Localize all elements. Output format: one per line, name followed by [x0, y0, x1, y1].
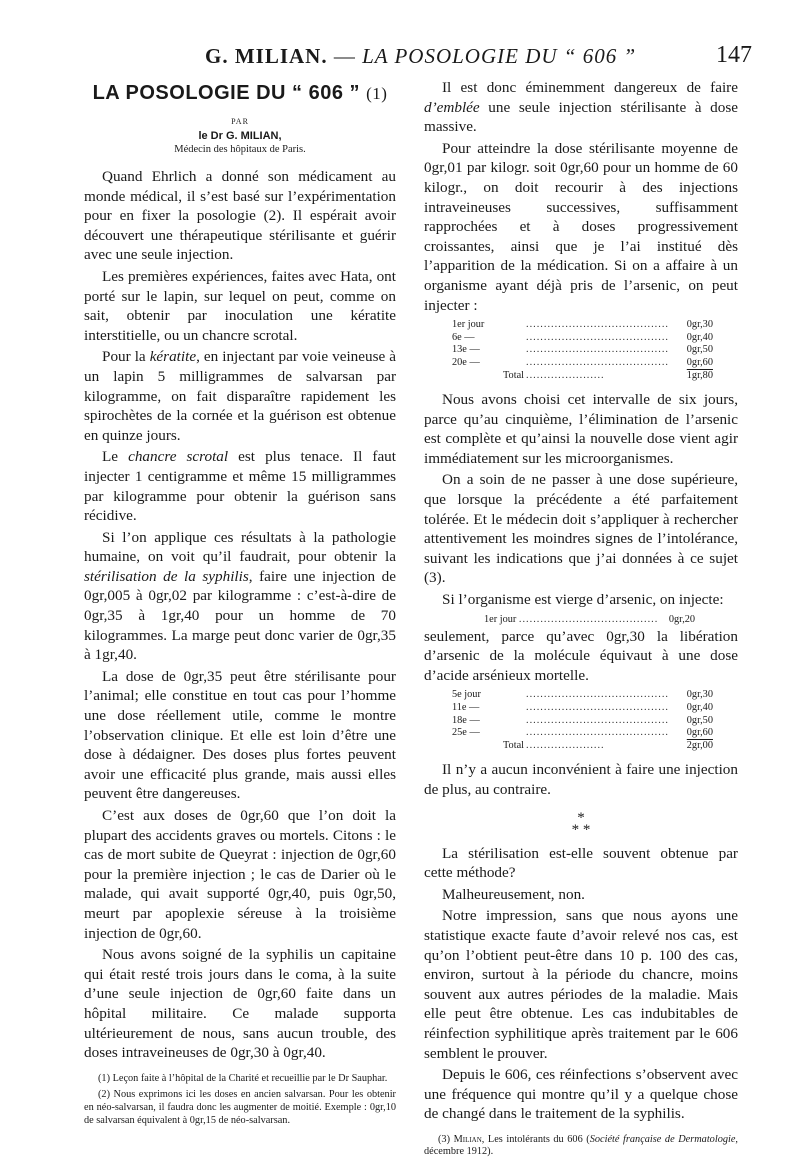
- dose-amount: 0gr,60: [686, 356, 713, 368]
- dot-leader: ........................................: [526, 714, 669, 726]
- dose-day: 11e —: [452, 702, 480, 713]
- dose-amount: 0gr,50: [686, 714, 713, 726]
- table-total-row: [452, 740, 713, 753]
- emphasis: kératite: [149, 348, 197, 366]
- dot-leader: ........................................: [526, 344, 669, 356]
- table-row: [452, 344, 713, 357]
- right-column: [424, 78, 738, 1163]
- footnote-author: (3) Milian,: [438, 1133, 485, 1145]
- dose-amount: 0gr,40: [686, 702, 713, 713]
- dose-table-arsenic-naive: [452, 689, 713, 752]
- paragraph: [84, 347, 396, 445]
- single-dose-line: [484, 614, 738, 625]
- dose-amount: 0gr,50: [686, 344, 713, 356]
- paragraph: Nous avons soigné de la syphilis un capitaine qui était resté trois jours dans le coma, à la suite d’une seule injection de 0gr,60 faite dans un hôpital militaire. Ce malade supporta ultérieurement de nous, sans aucun trouble, des doses intraveineuses de 0gr,30 à 0gr,40.: [84, 946, 396, 1062]
- footnote-3: [424, 1134, 738, 1159]
- dot-leader: ......................: [526, 369, 605, 381]
- footnote-2: (2) Nous exprimons ici les doses en ancien salvarsan. Pour les obtenir en néo-salvarsan, il faudra donc les augmenter de moitié. Exemple : 0gr,10 de salvarsan équivalent à 0gr,15 de néo-salvarsan.: [84, 1089, 396, 1126]
- dot-leader: ........................................: [526, 356, 669, 368]
- dot-leader: .......................................: [518, 613, 659, 625]
- running-head-title: LA POSOLOGIE DU “ 606 ”: [362, 44, 637, 68]
- dose-amount: 0gr,30: [686, 689, 713, 701]
- paragraph: [84, 528, 396, 665]
- dose-table-arsenic-treated: [452, 319, 713, 382]
- emphasis: chancre scrotal: [128, 448, 229, 466]
- dose-amount: 0gr,30: [686, 319, 713, 331]
- dose-day: 20e —: [452, 356, 480, 368]
- emphasis: stérilisation de la syphilis: [84, 567, 249, 585]
- text-run: Le: [102, 448, 129, 466]
- dot-leader: ........................................: [526, 319, 669, 331]
- dose-day: 18e —: [452, 714, 480, 726]
- running-head: [0, 44, 800, 70]
- table-row: [452, 727, 713, 740]
- paragraph: La dose de 0gr,35 peut être stérilisante pour l’animal; elle constitue en tout cas pour l’homme une dose réellement utile, comme le montre l’observation clinique. Et elle est loin d’être une dose à dédaigner. Des doses plus fortes peuvent avoir une efficacité plus grande, mais aussi elles peuvent être dangereuses.: [84, 667, 396, 803]
- paragraph: Les premières expériences, faites avec Hata, ont porté sur le lapin, sur lequel on peut, comme on sait, obtenir par inoculation une kératite interstitielle, ou un chancre scrotal.: [84, 267, 396, 344]
- footnote-1: (1) Leçon faite à l’hôpital de la Charité et recueillie par le Dr Sauphar.: [98, 1072, 388, 1084]
- paragraph: [424, 78, 738, 137]
- paragraph: Il n’y a aucun inconvénient à faire une injection de plus, au contraire.: [424, 761, 738, 798]
- byline-author: le Dr G. MILIAN,: [198, 130, 282, 142]
- text-run: , décembre 1912).: [424, 1133, 738, 1158]
- table-row: [452, 689, 713, 702]
- text-run: , faire une injection de 0gr,005 à 0gr,02 par kilogramme : c’est-à-dire de 0gr,35 à 1gr,40 pour un homme de 70 kilogrammes. La marge peut donc varier de 0gr,35 à 1gr,40.: [84, 567, 396, 664]
- dot-leader: ........................................: [526, 702, 669, 713]
- table-row: [452, 332, 713, 345]
- dose-day: 13e —: [452, 344, 480, 356]
- table-row: [452, 357, 713, 370]
- page-number: 147: [716, 42, 752, 68]
- dot-leader: ........................................: [526, 689, 669, 701]
- asterism-top: *: [577, 809, 585, 826]
- text-run: , en injectant par voie veineuse à un lapin 5 milligrammes de salvarsan par kilogramme, on fait disparaître rapidement les spirochètes de la cornée et la guérison est obtenue en quinze jours.: [84, 348, 396, 444]
- dose-day: 1er jour: [484, 613, 517, 625]
- paragraph: Depuis le 606, ces réinfections s’observent avec une fréquence qui montre qu’il y a quelque chose de changé dans le traitement de la syphilis.: [424, 1066, 738, 1123]
- paragraph: Pour atteindre la dose stérilisante moyenne de 0gr,01 par kilogr. soit 0gr,60 pour un homme de 60 kilogr., on doit recourir à des injections intraveineuses successives, suffisamment rapprochées et à doses progressivement croissantes, ainsi que je l’ai institué dès l’apparition de la médication. Si on a affaire à un organisme ayant déjà pris de l’arsenic, on peut injecter :: [424, 139, 738, 314]
- dose-day: 25e —: [452, 727, 480, 739]
- paragraph: On a soin de ne passer à une dose supérieure, que lorsque la précédente a été parfaitement tolérée. Et le médecin doit s’appliquer à rechercher attentivement les moindres signes de l’intolérance, suivant les indications que j’ai données à ce sujet (3).: [424, 471, 738, 587]
- text-run: est plus tenace. Il faut injecter 1 centigramme et même 15 milligrammes par kilogramme pour obtenir la guérison sans récidive.: [84, 448, 396, 525]
- paragraph: [84, 447, 396, 525]
- title-footnote-ref: (1): [366, 84, 388, 103]
- table-row: [452, 715, 713, 728]
- paragraph: Quand Ehrlich a donné son médicament au monde médical, il s’est basé sur l’expérimentation pour en fixer la posologie (2). Il espérait avoir découvert une thérapeutique stérilisante et guérir avec une seule injection.: [84, 168, 396, 264]
- total-amount: 1gr,80: [686, 369, 713, 381]
- dose-day: 1er jour: [452, 319, 485, 331]
- paragraph: seulement, parce qu’avec 0gr,30 la libération d’arsenic de la molécule équivaut à une dose d’acide arsénieux mortelle.: [424, 627, 738, 684]
- paragraph: Si l’organisme est vierge d’arsenic, on injecte:: [442, 591, 724, 609]
- article-title: [84, 82, 396, 105]
- dose-amount: 0gr,20: [668, 613, 696, 625]
- article-title-text: LA POSOLOGIE DU “ 606 ”: [92, 82, 361, 104]
- dose-amount: 0gr,40: [686, 331, 713, 343]
- dot-leader: ......................: [526, 739, 605, 751]
- section-separator-asterism: [424, 809, 738, 838]
- dot-leader: ........................................: [526, 331, 669, 343]
- emphasis: d’emblée: [424, 98, 480, 116]
- text-run: Les intolérants du 606 (: [484, 1133, 590, 1145]
- paragraph: La stérilisation est-elle souvent obtenue par cette méthode?: [424, 844, 738, 882]
- footnotes: [84, 1073, 396, 1127]
- footnotes: [424, 1134, 738, 1159]
- paragraph: C’est aux doses de 0gr,60 que l’on doit la plupart des accidents graves ou mortels. Citons : le cas de mort subite de Queyrat : injection de 0gr,60 pour la première injection ; le cas de Darier où le malade, qui avait supporté 0gr,40, puis 0gr,50, meurt par apoplexie séreuse à la troisième injection de 0gr,60.: [84, 807, 396, 942]
- total-amount: 2gr,00: [686, 739, 713, 751]
- paragraph: Nous avons choisi cet intervalle de six jours, parce qu’au cinquième, l’élimination de l’arsenic est complète et qu’ainsi la nouvelle dose vient agir immédiatement sur les microorganismes.: [424, 391, 738, 467]
- asterism-bottom: * *: [571, 821, 591, 838]
- paragraph: Notre impression, sans que nous ayons une statistique exacte faute d’avoir relevé nos cas, est qu’on l’obtient peut-être dans 10 p. 100 des cas, environ, surtout à la période du chancre, moins souvent aux autres périodes de la maladie. Mais elle peut être obtenue. Les cas indubitables de réinfection syphilitique après traitement par le 606 semblent le prouver.: [424, 907, 738, 1062]
- running-title: [205, 44, 636, 69]
- text-run: une seule injection stérilisante à dose massive.: [424, 98, 738, 136]
- total-label: Total: [502, 739, 524, 751]
- text-run: Pour la: [102, 348, 150, 366]
- table-total-row: [452, 370, 713, 383]
- paragraph: Malheureusement, non.: [442, 885, 585, 903]
- dose-day: 6e —: [452, 331, 475, 343]
- total-label: Total: [502, 369, 524, 381]
- table-row: [452, 319, 713, 332]
- emphasis: Société française de Dermatologie: [589, 1133, 736, 1145]
- left-column: [84, 78, 396, 1131]
- running-head-author: G. MILIAN.: [205, 44, 328, 68]
- byline-affiliation: Médecin des hôpitaux de Paris.: [174, 144, 306, 155]
- text-run: Il est donc éminemment dangereux de faire: [442, 79, 738, 96]
- running-head-separator: —: [327, 44, 363, 68]
- text-run: Si l’on applique ces résultats à la pathologie humaine, on voit qu’il faudrait, pour obtenir la: [84, 528, 396, 566]
- dose-amount: 0gr,60: [686, 727, 713, 739]
- table-row: [452, 702, 713, 715]
- dose-day: 5e jour: [452, 689, 481, 701]
- byline-par: PAR: [231, 117, 249, 126]
- dot-leader: ........................................: [526, 727, 669, 739]
